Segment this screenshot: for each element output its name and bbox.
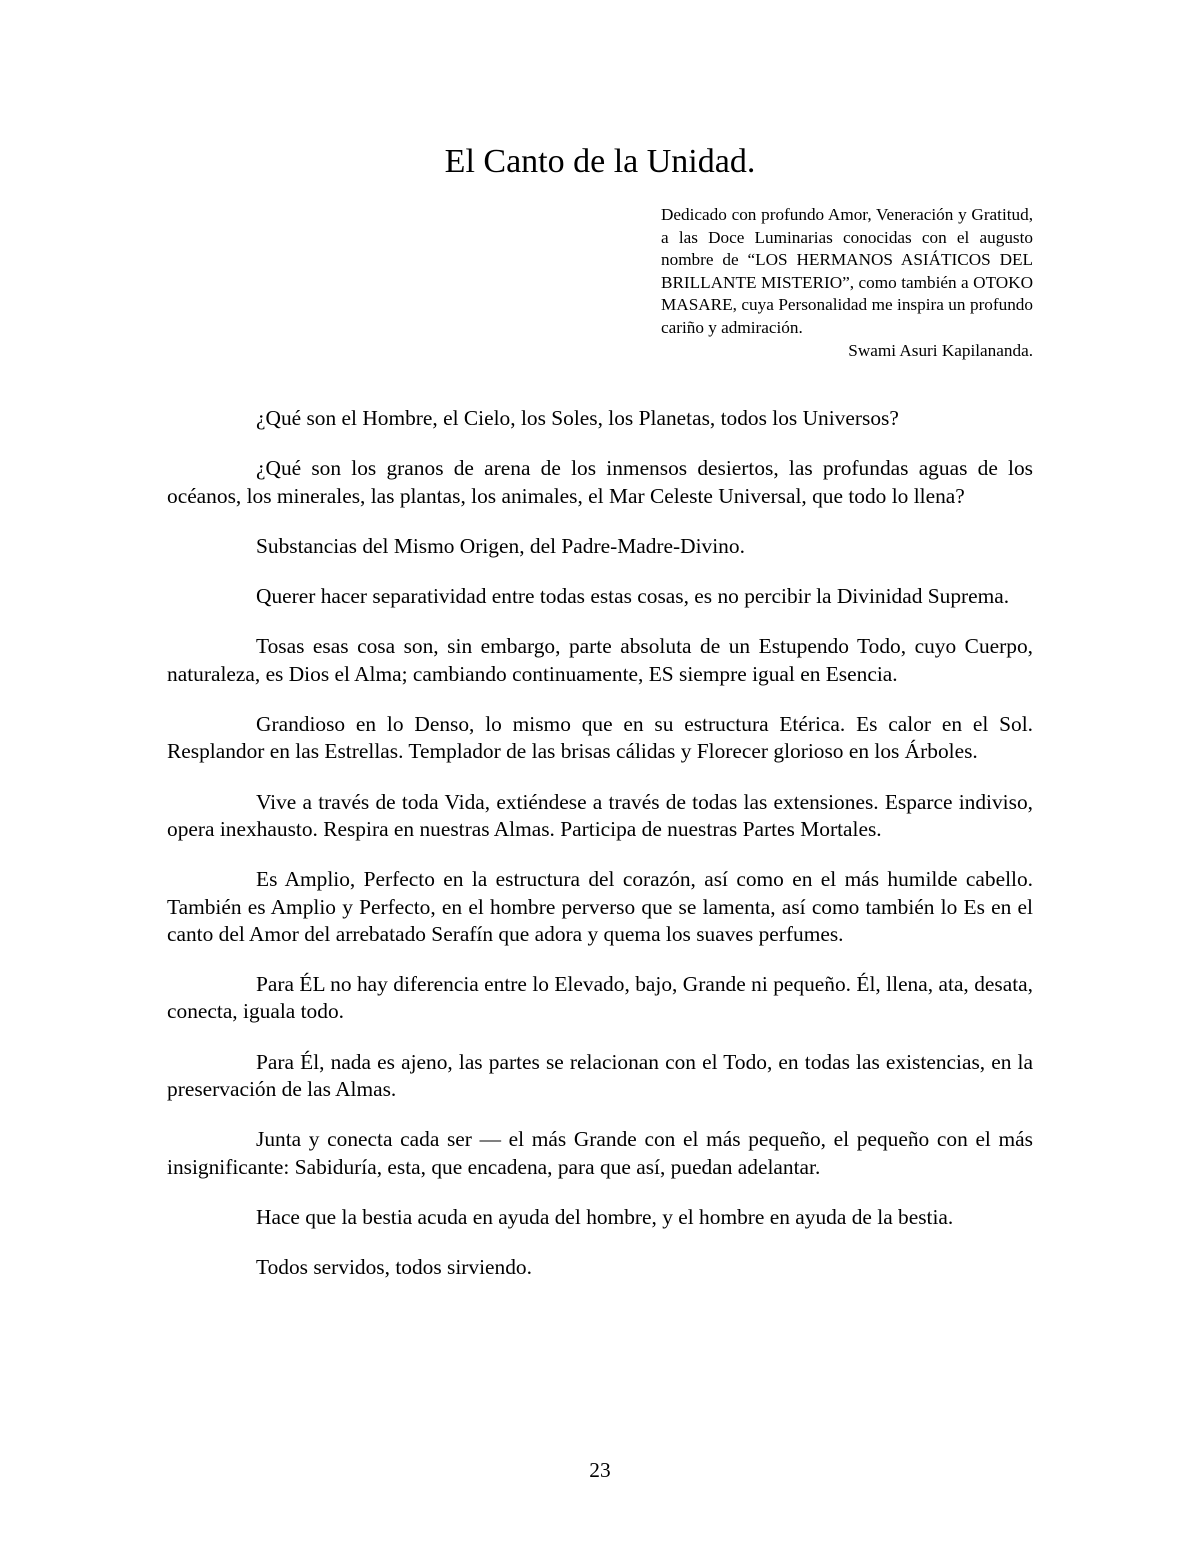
paragraph: Vive a través de toda Vida, extiéndese a través de todas las extensiones. Esparce indiviso, opera inexhausto. Respira en nuestras Almas. Participa de nuestras Partes Mortales. bbox=[167, 789, 1033, 841]
paragraph: ¿Qué son el Hombre, el Cielo, los Soles, los Planetas, todos los Universos? bbox=[256, 406, 899, 430]
paragraph: Todos servidos, todos sirviendo. bbox=[256, 1255, 532, 1280]
paragraph: Querer hacer separatividad entre todas estas cosas, es no percibir la Divinidad Suprema. bbox=[256, 584, 1010, 609]
paragraph: Para Él, nada es ajeno, las partes se relacionan con el Todo, en todas las existencias, en la preservación de las Almas. bbox=[167, 1049, 1033, 1102]
dedication-block bbox=[661, 204, 1033, 362]
dedication-signature: Swami Asuri Kapilananda. bbox=[848, 340, 1033, 360]
page-number: 23 bbox=[589, 1458, 611, 1482]
paragraph: Junta y conecta cada ser — el más Grande con el más pequeño, el pequeño con el más insignificante: Sabiduría, esta, que encadena, para que así, puedan adelantar. bbox=[167, 1127, 1033, 1179]
dedication-text: Dedicado con profundo Amor, Veneración y Gratitud, a las Doce Luminarias conocidas con el augusto nombre de “LOS HERMANOS ASIÁTICOS DEL BRILLANTE MISTERIO”, como también a OTOKO MASARE, cuya Personalidad me inspira un profundo cariño y admiración. bbox=[661, 205, 1033, 337]
paragraph: Es Amplio, Perfecto en la estructura del corazón, así como en el más humilde cabello. También es Amplio y Perfecto, en el hombre perverso que se lamenta, así como también lo Es en el canto del Amor del arrebatado Serafín que adora y quema los suaves perfumes. bbox=[167, 867, 1033, 946]
paragraph: Grandioso en lo Denso, lo mismo que en su estructura Etérica. Es calor en el Sol. Resplandor en las Estrellas. Templador de las brisas cálidas y Florecer glorioso en los Árboles. bbox=[167, 712, 1033, 764]
page-title: El Canto de la Unidad. bbox=[444, 143, 756, 180]
body-text bbox=[167, 405, 1033, 1305]
paragraph: Substancias del Mismo Origen, del Padre-Madre-Divino. bbox=[256, 533, 745, 558]
paragraph: Tosas esas cosa son, sin embargo, parte absoluta de un Estupendo Todo, cuyo Cuerpo, naturaleza, es Dios el Alma; cambiando continuamente, ES siempre igual en Esencia. bbox=[167, 634, 1033, 686]
paragraph: ¿Qué son los granos de arena de los inmensos desiertos, las profundas aguas de los océanos, los minerales, las plantas, los animales, el Mar Celeste Universal, que todo lo llena? bbox=[167, 456, 1033, 508]
paragraph: Para ÉL no hay diferencia entre lo Elevado, bajo, Grande ni pequeño. Él, llena, ata, desata, conecta, iguala todo. bbox=[167, 972, 1033, 1024]
paragraph: Hace que la bestia acuda en ayuda del hombre, y el hombre en ayuda de la bestia. bbox=[256, 1204, 954, 1229]
